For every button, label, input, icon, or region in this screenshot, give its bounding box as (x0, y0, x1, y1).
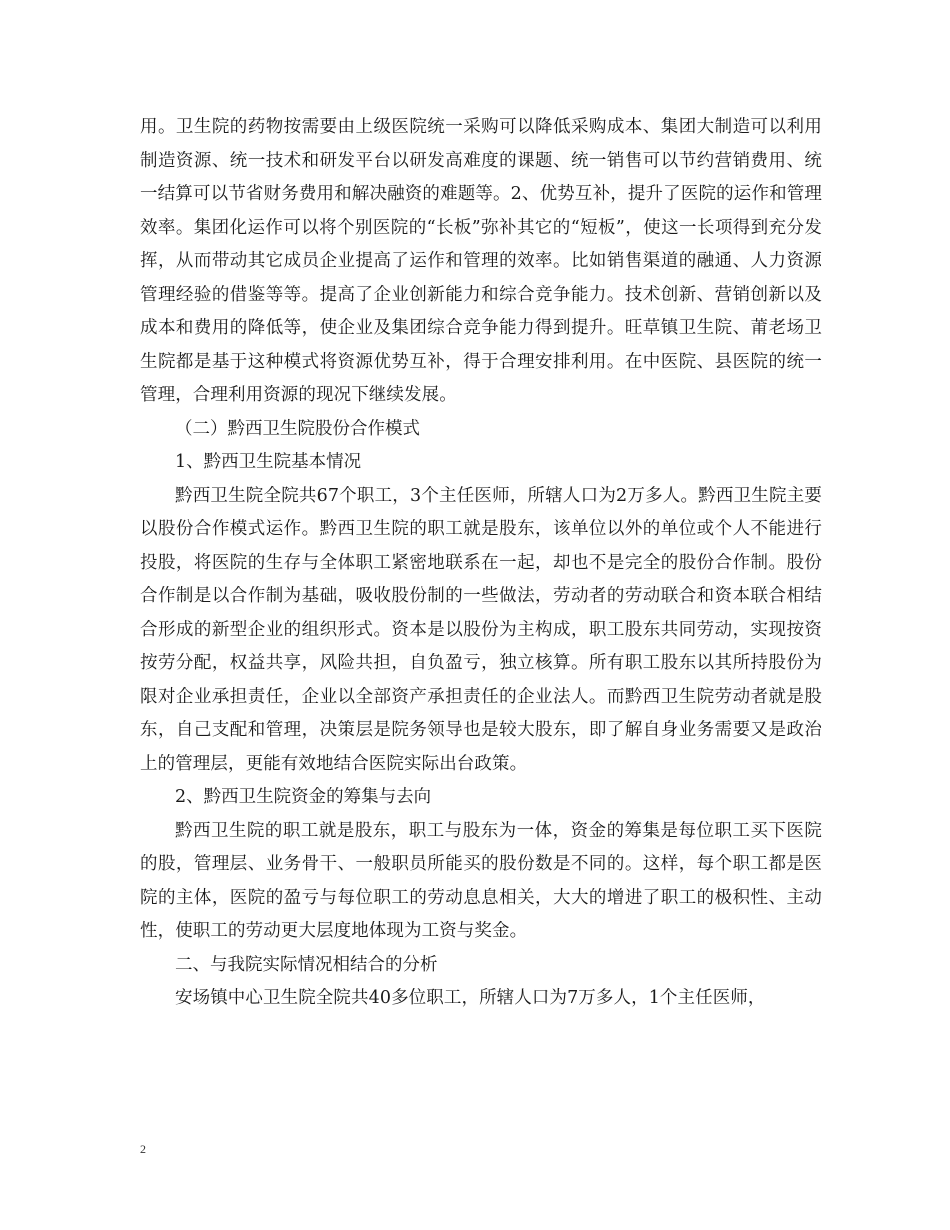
section-heading-qianxi-model: （二）黔西卫生院股份合作模式 (175, 418, 420, 439)
subsection-heading-basic-info: 1、黔西卫生院基本情况 (175, 452, 362, 472)
paragraph-analysis: 安场镇中心卫生院全院共40多位职工，所辖人口为7万多人，1个主任医师， (175, 988, 766, 1008)
section-heading-analysis: 二、与我院实际情况相结合的分析 (175, 954, 438, 975)
subsection-heading-funding: 2、黔西卫生院资金的筹集与去向 (175, 787, 432, 807)
document-body (140, 111, 822, 1016)
paragraph-continuation: 用。卫生院的药物按需要由上级医院统一采购可以降低采购成本、集团大制造可以利用制造资源、统一技术和研发平台以研发高难度的课题、统一销售可以节约营销费用、统一结算可以节省财务费用和解决融资的难题等。2、优势互补，提升了医院的运作和管理效率。集团化运作可以将个别医院的“长板”弥补其它的“短板”，使这一长项得到充分发挥，从而带动其它成员企业提高了运作和管理的效率。比如销售渠道的融通、人力资源管理经验的借鉴等等。提高了企业创新能力和综合竞争能力。技术创新、营销创新以及成本和费用的降低等，使企业及集团综合竞争能力得到提升。旺草镇卫生院、莆老场卫生院都是基于这种模式将资源优势互补，得于合理安排利用。在中医院、县医院的统一管理，合理利用资源的现况下继续发展。 (140, 117, 822, 405)
paragraph-basic-info: 黔西卫生院全院共67个职工，3个主任医师，所辖人口为2万多人。黔西卫生院主要以股份合作模式运作。黔西卫生院的职工就是股东，该单位以外的单位或个人不能进行投股，将医院的生存与全体职工紧密地联系在一起，却也不是完全的股份合作制。股份合作制是以合作制为基础，吸收股份制的一些做法，劳动者的劳动联合和资本联合相结合形成的新型企业的组织形式。资本是以股份为主构成，职工股东共同劳动，实现按资按劳分配，权益共享，风险共担，自负盈亏，独立核算。所有职工股东以其所持股份为限对企业承担责任，企业以全部资产承担责任的企业法人。而黔西卫生院劳动者就是股东，自己支配和管理，决策层是院务领导也是较大股东，即了解自身业务需要又是政治上的管理层，更能有效地结合医院实际出台政策。 (140, 485, 822, 774)
paragraph-funding: 黔西卫生院的职工就是股东，职工与股东为一体，资金的筹集是每位职工买下医院的股，管理层、业务骨干、一般职员所能买的股份数是不同的。这样，每个职工都是医院的主体，医院的盈亏与每位职工的劳动息息相关，大大的增进了职工的极积性、主动性，使职工的劳动更大层度地体现为工资与奖金。 (140, 820, 822, 941)
page-number: 2 (140, 1142, 146, 1156)
